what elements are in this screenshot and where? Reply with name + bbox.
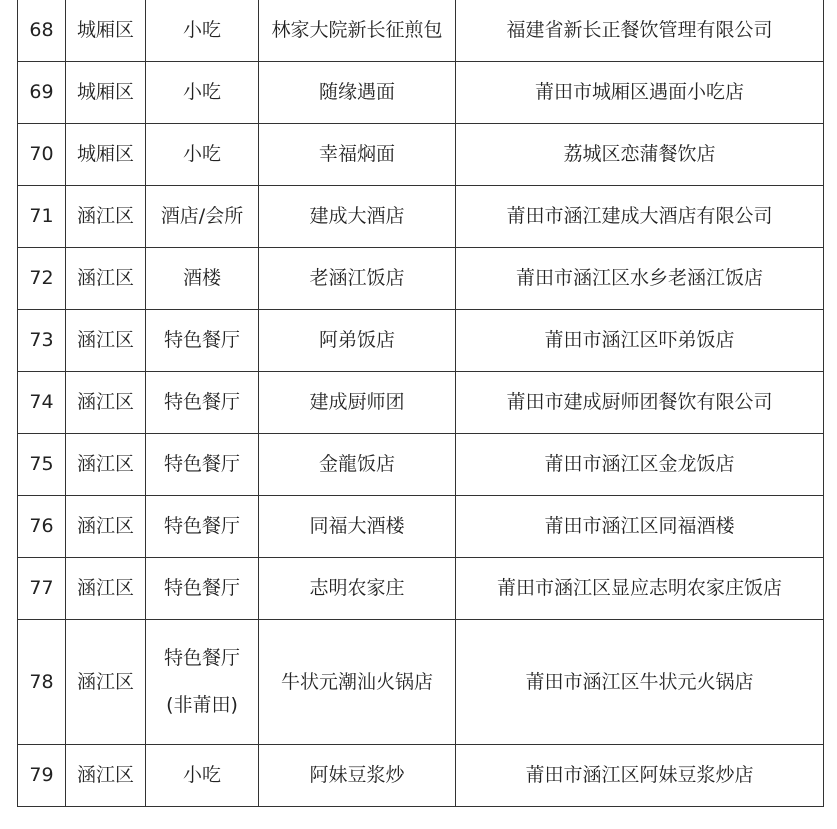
- company-cell: 莆田市城厢区遇面小吃店: [456, 62, 824, 124]
- brand-cell: 老涵江饭店: [259, 248, 456, 310]
- company-cell: 莆田市涵江区金龙饭店: [456, 434, 824, 496]
- row-number: 69: [18, 62, 66, 124]
- category-cell: 小吃: [146, 745, 259, 807]
- district-cell: 涵江区: [66, 496, 146, 558]
- table-row: [18, 434, 824, 496]
- category-cell: 小吃: [146, 62, 259, 124]
- row-number: 77: [18, 558, 66, 620]
- company-cell: 荔城区恋蒲餐饮店: [456, 124, 824, 186]
- brand-cell: 建成大酒店: [259, 186, 456, 248]
- restaurant-table: [17, 0, 824, 807]
- row-number: 74: [18, 372, 66, 434]
- table-row: [18, 186, 824, 248]
- district-cell: 涵江区: [66, 310, 146, 372]
- brand-cell: 阿妹豆浆炒: [259, 745, 456, 807]
- company-cell: 莆田市涵江区显应志明农家庄饭店: [456, 558, 824, 620]
- table-row: [18, 558, 824, 620]
- restaurant-table-wrapper: [17, 0, 823, 807]
- table-row: [18, 745, 824, 807]
- brand-cell: 幸福焖面: [259, 124, 456, 186]
- row-number: 71: [18, 186, 66, 248]
- district-cell: 涵江区: [66, 558, 146, 620]
- brand-cell: 牛状元潮汕火锅店: [259, 620, 456, 745]
- category-cell: 小吃: [146, 124, 259, 186]
- district-cell: 涵江区: [66, 745, 146, 807]
- district-cell: 涵江区: [66, 434, 146, 496]
- table-row: [18, 62, 824, 124]
- brand-cell: 志明农家庄: [259, 558, 456, 620]
- category-cell: 特色餐厅: [146, 310, 259, 372]
- row-number: 72: [18, 248, 66, 310]
- category-cell: 特色餐厅: [146, 558, 259, 620]
- category-cell: 特色餐厅: [146, 372, 259, 434]
- category-cell: 酒楼: [146, 248, 259, 310]
- row-number: 76: [18, 496, 66, 558]
- row-number: 70: [18, 124, 66, 186]
- brand-cell: 金龍饭店: [259, 434, 456, 496]
- category-cell: [146, 620, 259, 745]
- row-number: 79: [18, 745, 66, 807]
- brand-cell: 同福大酒楼: [259, 496, 456, 558]
- district-cell: 涵江区: [66, 372, 146, 434]
- row-number: 68: [18, 0, 66, 62]
- category-line-2: (非莆田): [166, 694, 238, 716]
- district-cell: 城厢区: [66, 0, 146, 62]
- company-cell: 莆田市建成厨师团餐饮有限公司: [456, 372, 824, 434]
- table-row: [18, 372, 824, 434]
- category-cell: 酒店/会所: [146, 186, 259, 248]
- category-cell: 特色餐厅: [146, 496, 259, 558]
- category-cell: 特色餐厅: [146, 434, 259, 496]
- brand-cell: 随缘遇面: [259, 62, 456, 124]
- company-cell: 莆田市涵江区吓弟饭店: [456, 310, 824, 372]
- table-row: [18, 124, 824, 186]
- brand-cell: 建成厨师团: [259, 372, 456, 434]
- district-cell: 涵江区: [66, 248, 146, 310]
- row-number: 73: [18, 310, 66, 372]
- category-line-1: 特色餐厅: [163, 647, 240, 669]
- brand-cell: 阿弟饭店: [259, 310, 456, 372]
- company-cell: 莆田市涵江区阿妹豆浆炒店: [456, 745, 824, 807]
- district-cell: 城厢区: [66, 62, 146, 124]
- table-row: [18, 310, 824, 372]
- table-row: [18, 496, 824, 558]
- company-cell: 福建省新长正餐饮管理有限公司: [456, 0, 824, 62]
- company-cell: 莆田市涵江区水乡老涵江饭店: [456, 248, 824, 310]
- table-row: [18, 620, 824, 745]
- category-cell: 小吃: [146, 0, 259, 62]
- company-cell: 莆田市涵江区牛状元火锅店: [456, 620, 824, 745]
- company-cell: 莆田市涵江建成大酒店有限公司: [456, 186, 824, 248]
- table-row: [18, 0, 824, 62]
- row-number: 75: [18, 434, 66, 496]
- table-row: [18, 248, 824, 310]
- district-cell: 城厢区: [66, 124, 146, 186]
- row-number: 78: [18, 620, 66, 745]
- district-cell: 涵江区: [66, 620, 146, 745]
- company-cell: 莆田市涵江区同福酒楼: [456, 496, 824, 558]
- district-cell: 涵江区: [66, 186, 146, 248]
- brand-cell: 林家大院新长征煎包: [259, 0, 456, 62]
